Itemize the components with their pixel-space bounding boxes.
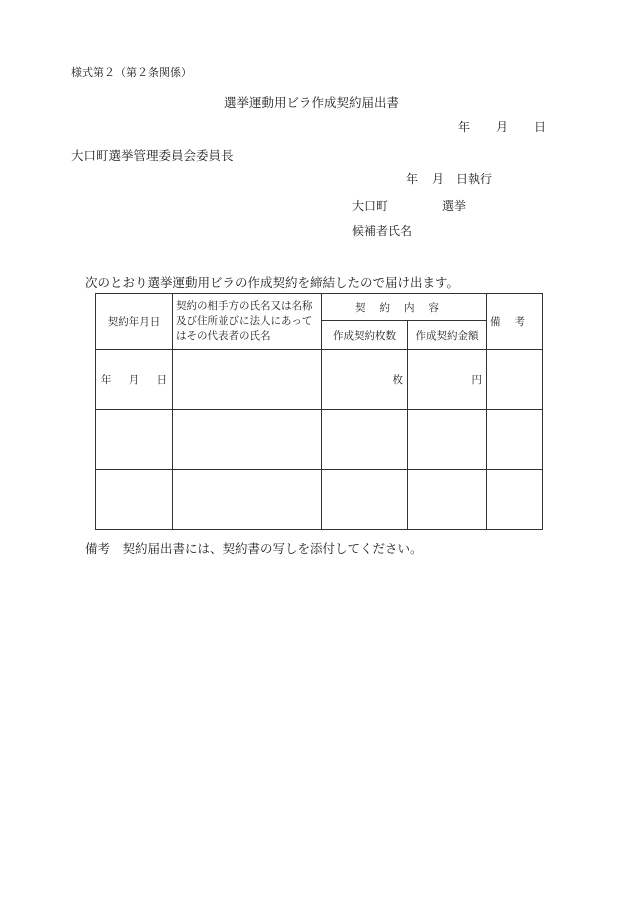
header-remarks: 備考 [487, 294, 543, 350]
header-counterparty: 契約の相手方の氏名又は名称及び住所並びに法人にあってはその代表者の氏名 [173, 294, 322, 350]
row-count [322, 470, 408, 530]
row-remarks [487, 350, 543, 410]
header-contract-contents: 契約内容 [322, 294, 487, 321]
row-amount [408, 470, 487, 530]
remarks-note: 備考 契約届出書には、契約書の写しを添付してください。 [85, 541, 423, 556]
intro-text: 次のとおり選挙運動用ビラの作成契約を締結したので届け出ます。 [85, 275, 460, 290]
row-date [96, 470, 173, 530]
header-count: 作成契約枚数 [322, 321, 408, 350]
row-counterparty [173, 470, 322, 530]
row-count [322, 410, 408, 470]
election-day-label: 日執行 [456, 172, 493, 186]
submission-day-label: 日 [534, 120, 547, 134]
row-counterparty [173, 350, 322, 410]
row-date: 年 月 日 [96, 350, 173, 410]
header-contract-date: 契約年月日 [96, 294, 173, 350]
row-amount: 円 [408, 350, 487, 410]
election-month-label: 月 [432, 172, 445, 186]
election-year-label: 年 [406, 172, 419, 186]
row-counterparty [173, 410, 322, 470]
table-row [96, 350, 543, 410]
table-row [96, 410, 543, 470]
election-label: 選挙 [442, 199, 467, 213]
row-date [96, 410, 173, 470]
row-remarks [487, 470, 543, 530]
submission-month-label: 月 [496, 120, 509, 134]
table-row [96, 470, 543, 530]
document-title: 選挙運動用ビラ作成契約届出書 [224, 95, 400, 110]
row-remarks [487, 410, 543, 470]
town-name: 大口町 [352, 199, 389, 213]
submission-year-label: 年 [458, 120, 471, 134]
row-amount [408, 410, 487, 470]
row-count: 枚 [322, 350, 408, 410]
candidate-name-label: 候補者氏名 [352, 224, 413, 238]
header-amount: 作成契約金額 [408, 321, 487, 350]
form-number: 様式第２（第２条関係） [71, 66, 192, 79]
addressee: 大口町選挙管理委員会委員長 [71, 148, 234, 163]
contract-table [95, 293, 543, 530]
